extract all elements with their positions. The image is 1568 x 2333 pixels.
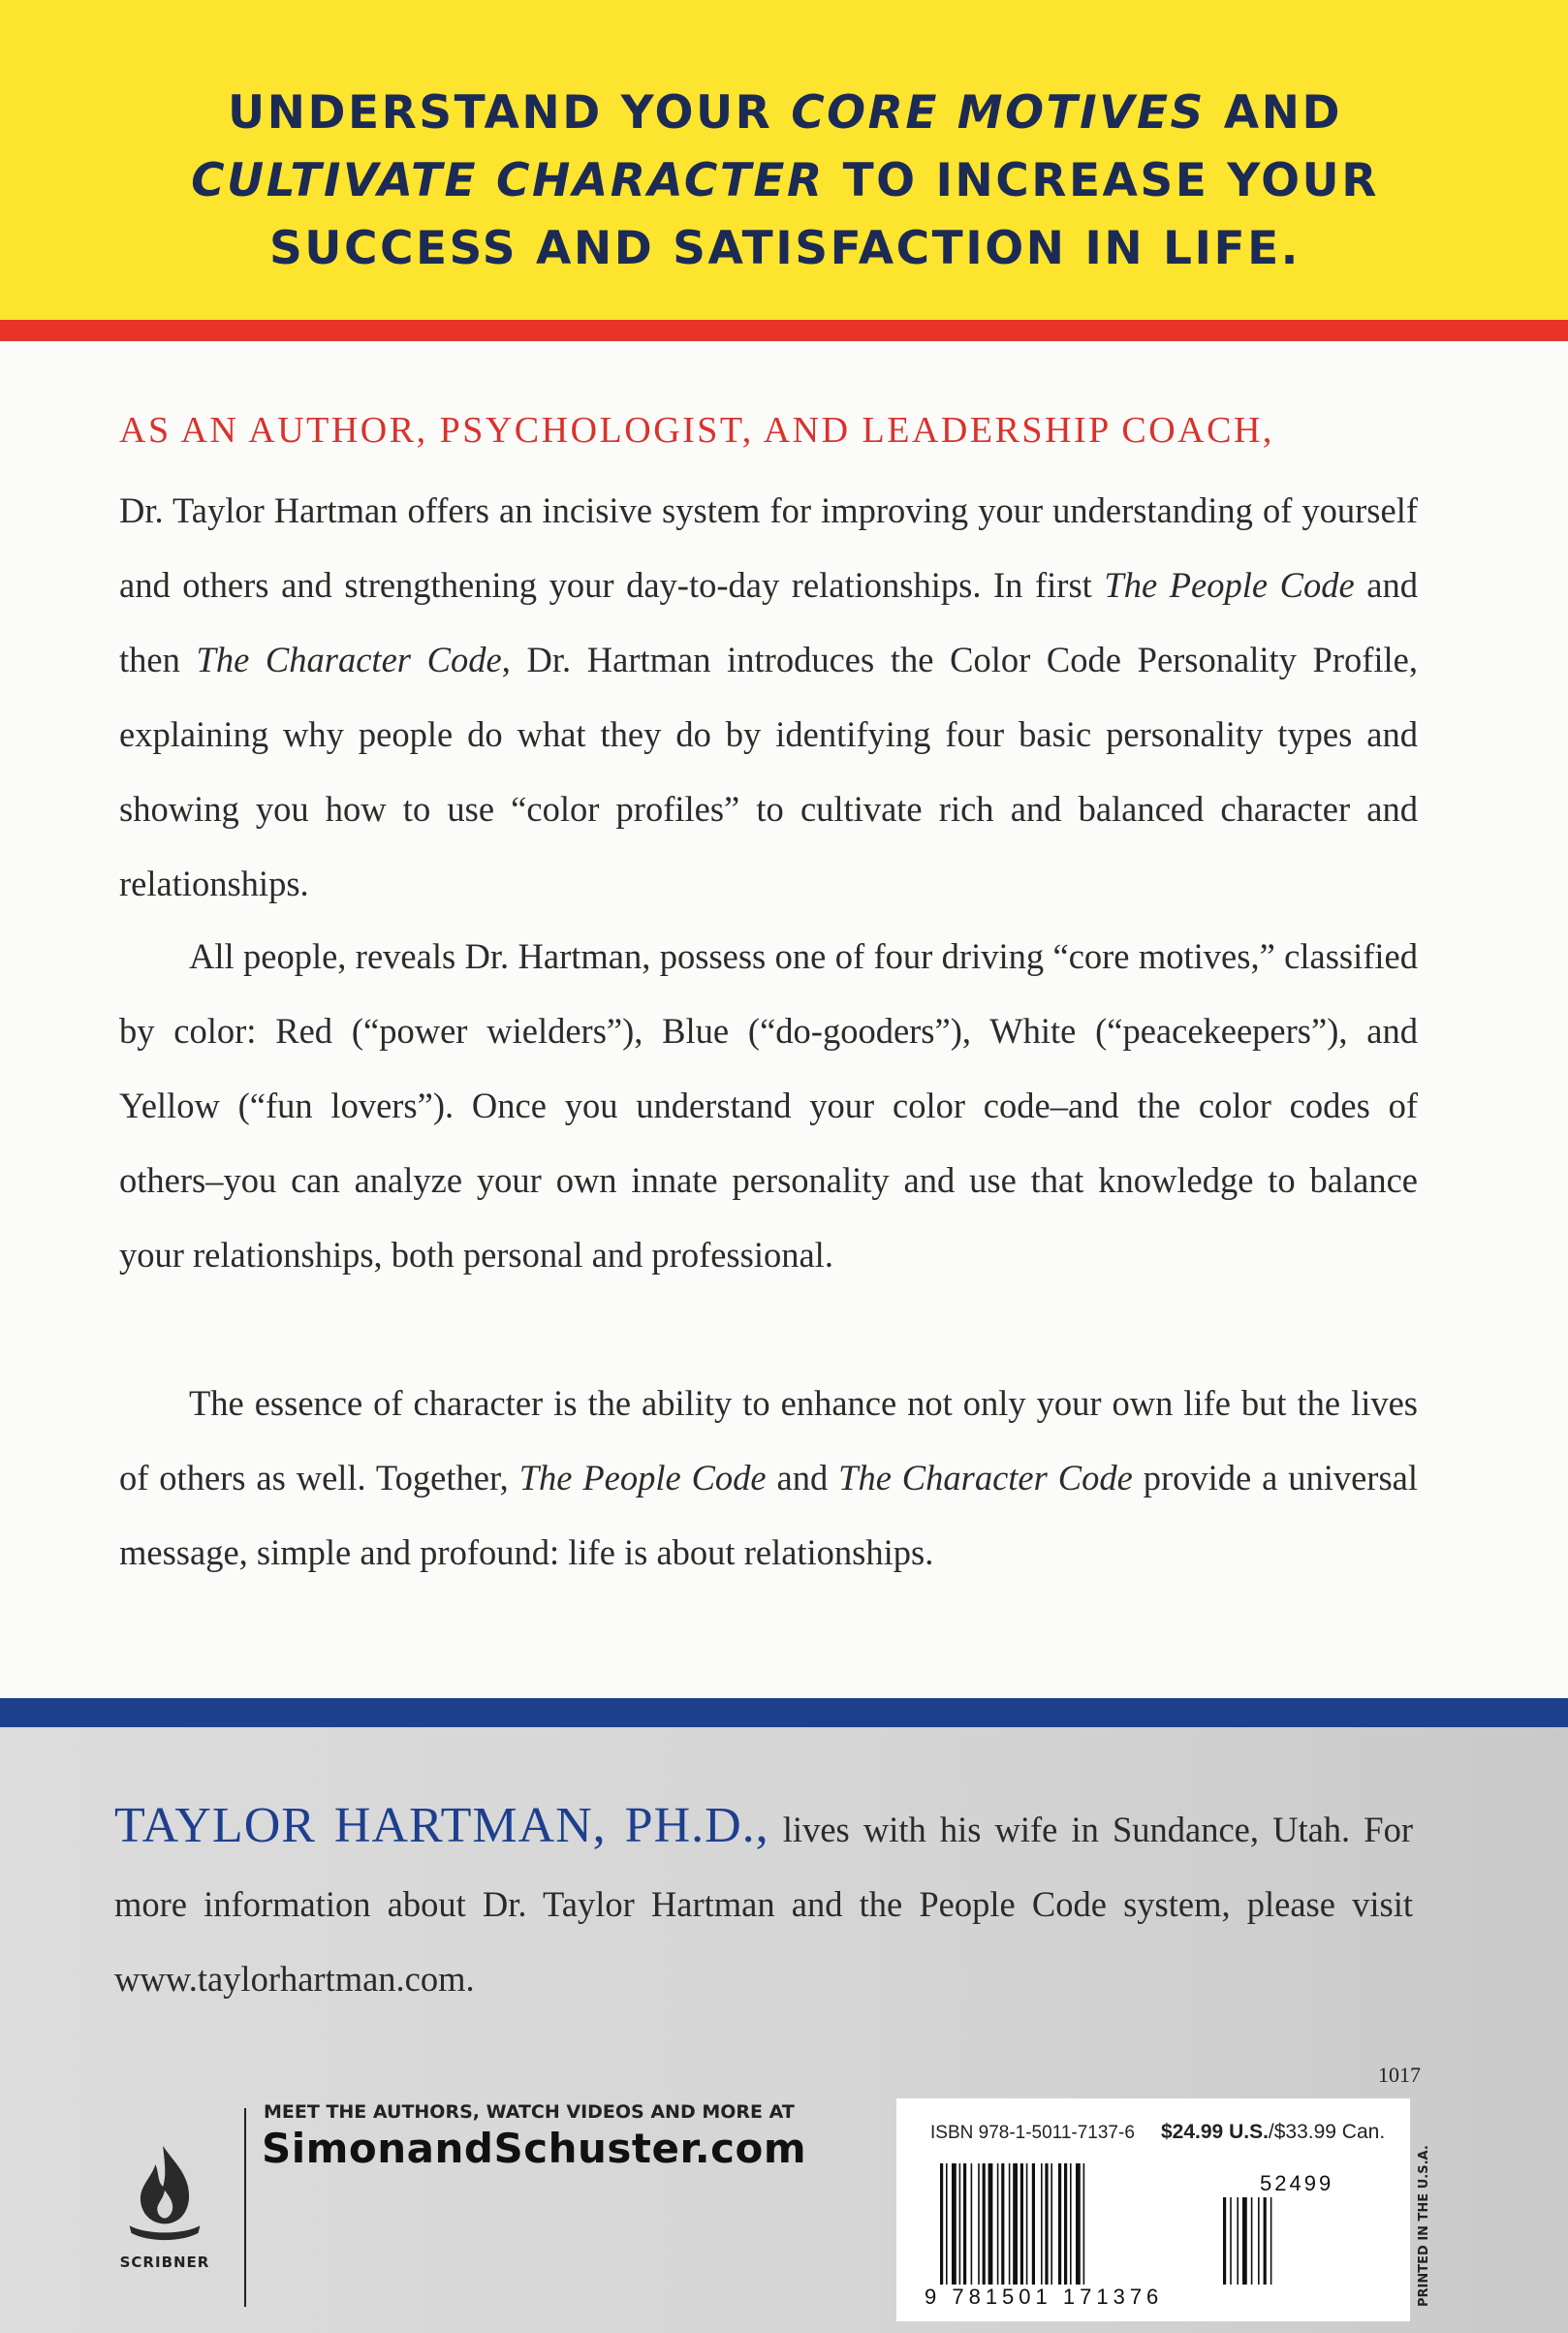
printed-in-label: PRINTED IN THE U.S.A. xyxy=(1417,2145,1431,2307)
barcode-bar xyxy=(983,2163,986,2285)
book-title: The Character Code xyxy=(196,640,502,679)
publisher-website: SimonandSchuster.com xyxy=(262,2125,807,2172)
barcode-bar xyxy=(997,2163,999,2285)
isbn-text: ISBN 978-1-5011-7137-6 xyxy=(930,2123,1135,2143)
tagline-text: TO INCREASE YOUR SUCCESS AND SATISFACTION IN LIFE. xyxy=(268,154,1379,275)
tagline xyxy=(78,79,1492,283)
barcode-addon-bar xyxy=(1223,2197,1226,2285)
blue-divider xyxy=(0,1698,1568,1727)
paragraph-text: Dr. Taylor Hartman offers an incisive system for improving your understanding of yourself and others and strengthening your day-to-day relationships. In first xyxy=(119,490,1418,605)
paragraph-text: and xyxy=(766,1458,839,1498)
publisher-promo: MEET THE AUTHORS, WATCH VIDEOS AND MORE AT xyxy=(264,2101,795,2123)
barcode-bar xyxy=(1041,2163,1043,2285)
barcode-bar xyxy=(971,2163,973,2285)
barcode-bar xyxy=(1064,2163,1067,2285)
barcode-addon-bar xyxy=(1270,2197,1272,2285)
barcode-bar xyxy=(1001,2163,1004,2285)
barcode-digits: 9 781501 171376 xyxy=(925,2285,1164,2309)
price-can: /$33.99 Can. xyxy=(1268,2121,1386,2143)
book-title: The Character Code xyxy=(838,1458,1133,1498)
book-title: The People Code xyxy=(1104,565,1355,605)
barcode-bar xyxy=(1058,2163,1061,2285)
barcode-bar xyxy=(959,2163,961,2285)
barcode-bar xyxy=(988,2163,993,2285)
tagline-text: AND xyxy=(1205,86,1342,140)
barcode-addon-bar xyxy=(1258,2197,1260,2285)
barcode-addon-bar xyxy=(1242,2197,1247,2285)
barcode-bar xyxy=(963,2163,966,2285)
print-code: 1017 xyxy=(1378,2063,1421,2087)
barcode-bar xyxy=(952,2163,956,2285)
tagline-emphasis: CORE MOTIVES xyxy=(791,86,1206,140)
barcode-bar xyxy=(1070,2163,1072,2285)
author-name: TAYLOR HARTMAN, PH.D., xyxy=(114,1798,769,1853)
barcode-bar xyxy=(1020,2163,1023,2285)
paragraph-text: and then xyxy=(119,565,1419,679)
barcode-addon-bar xyxy=(1264,2197,1267,2285)
paragraph-text: , Dr. Hartman introduces the Color Code Personality Profile, explaining why people do what they do by identifying four basic personality types and showing you how to use “color profiles” to cultivate rich and balanced character and relationships. xyxy=(119,640,1419,903)
barcode-addon-bar xyxy=(1251,2197,1253,2285)
barcode-bar xyxy=(978,2163,980,2285)
paragraph-text: The essence of character is the ability to enhance not only your own life but the lives of others as well. Together, xyxy=(119,1383,1418,1498)
paragraph-text: provide a universal message, simple and profound: life is about relationships. xyxy=(119,1458,1418,1572)
barcode-bar xyxy=(940,2163,943,2285)
price-us: $24.99 U.S. xyxy=(1161,2121,1269,2143)
paragraph-1 xyxy=(119,473,1418,921)
bio-text: lives with his wife in Sundance, Utah. For more information about Dr. Taylor Hartman and the People Code system, please visit www.taylorhartman.com. xyxy=(114,1810,1413,1999)
lead-heading: AS AN AUTHOR, PSYCHOLOGIST, AND LEADERSHIP COACH, xyxy=(119,410,1274,451)
price-text xyxy=(1161,2121,1385,2144)
barcode-bar xyxy=(1045,2163,1048,2285)
author-bio xyxy=(114,1788,1413,2016)
barcode-bar xyxy=(1026,2163,1028,2285)
red-divider xyxy=(0,320,1568,341)
barcode-bar xyxy=(1009,2163,1011,2285)
barcode-bar xyxy=(1051,2163,1052,2285)
barcode-addon-bar xyxy=(1237,2197,1239,2285)
tagline-emphasis: CULTIVATE CHARACTER xyxy=(191,154,825,207)
paragraph-3 xyxy=(119,1366,1418,1590)
tagline-text: UNDERSTAND YOUR xyxy=(227,86,792,140)
publisher-logo-label: SCRIBNER xyxy=(119,2254,210,2271)
barcode-bar xyxy=(1076,2163,1081,2285)
barcode-addon-bar xyxy=(1230,2197,1232,2285)
barcode-bar xyxy=(1013,2163,1018,2285)
barcode-bar xyxy=(1032,2163,1035,2285)
paragraph-2: All people, reveals Dr. Hartman, possess one of four driving “core motives,” classified by color: Red (“power wielders”), Blue (“do-gooders”), White (“peacekeepers”), and Yellow (“fun lovers”). Once you understand your color code–and the color codes of others–you can analyze your own innate personality and use that knowledge to balance your relationships, both personal and professional. xyxy=(119,936,1418,1275)
book-title: The People Code xyxy=(518,1458,767,1498)
barcode-bar xyxy=(1083,2163,1085,2285)
barcode-bar xyxy=(946,2163,948,2285)
price-code: 52499 xyxy=(1260,2171,1334,2195)
scribner-flame-icon xyxy=(107,2142,223,2254)
publisher-divider xyxy=(244,2108,246,2307)
